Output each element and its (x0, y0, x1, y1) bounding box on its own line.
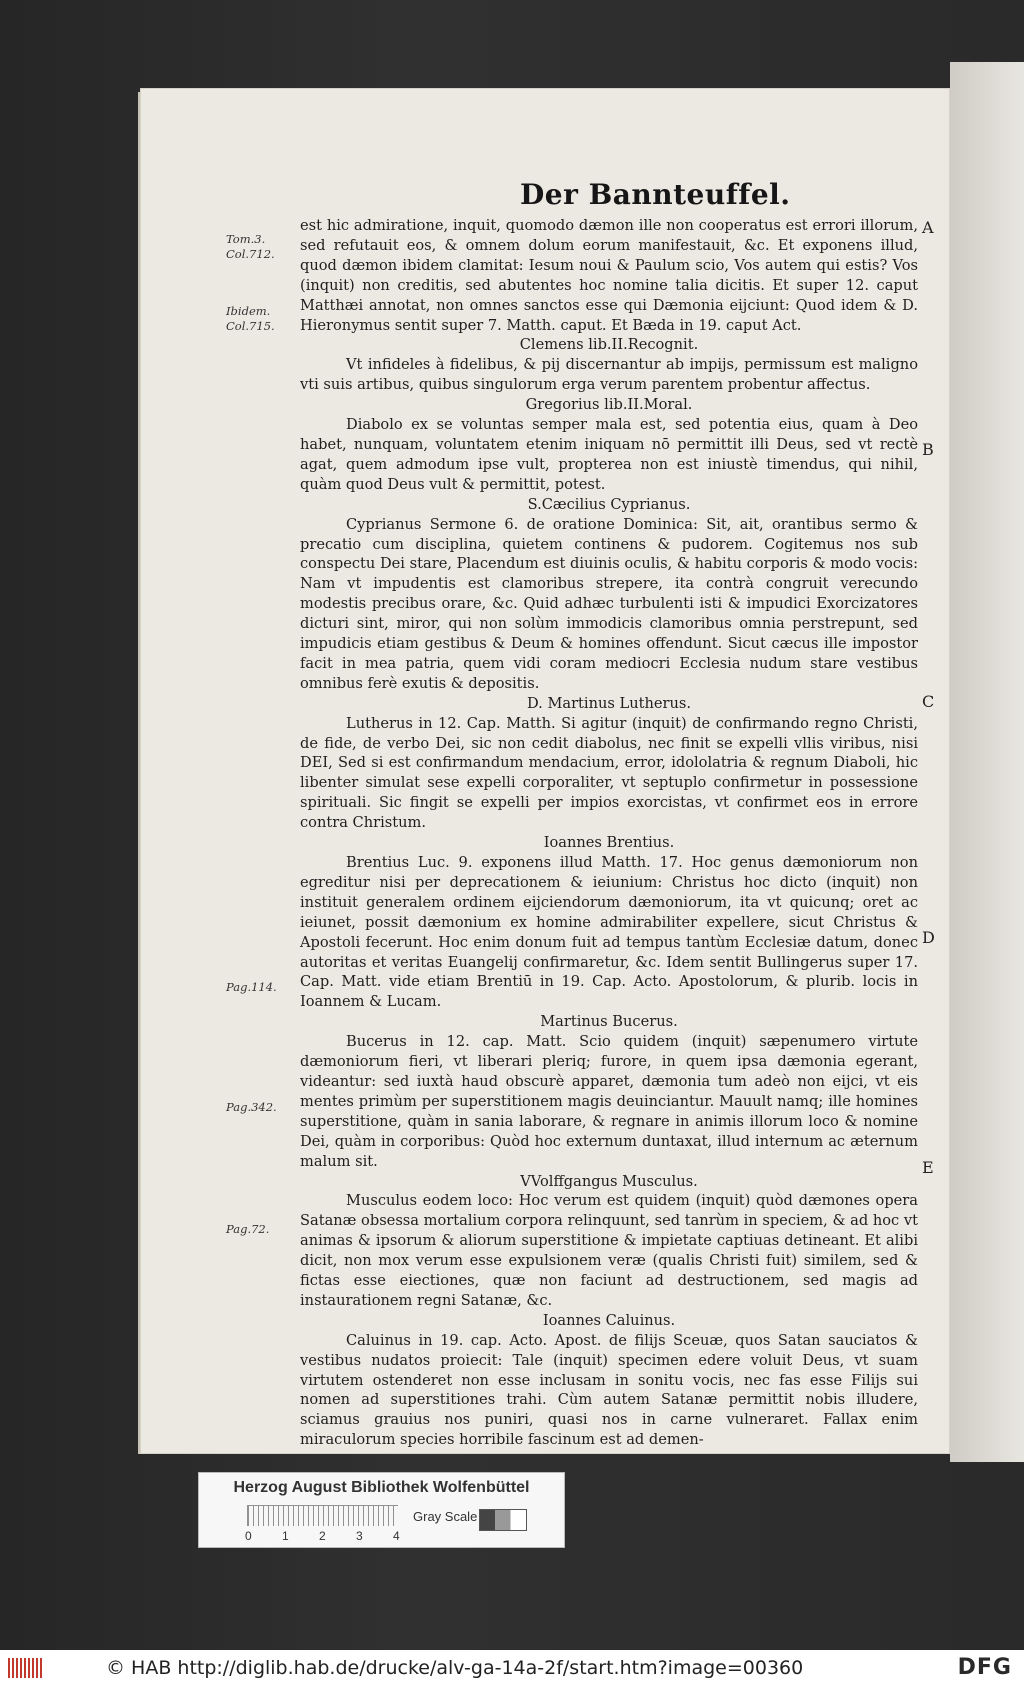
footer-bar (0, 1650, 1024, 1686)
source-url[interactable]: © HAB http://diglib.hab.de/drucke/alv-ga-14a-2f/start.htm?image=00360 (106, 1657, 804, 1679)
margin-note-3: Pag.114. (226, 980, 277, 994)
barcode-icon (8, 1658, 42, 1678)
section-heading: D. Martinus Lutherus. (526, 694, 692, 712)
paragraph: Vt infideles à fidelibus, & pij discernantur ab impijs, permissum est maligno vti suis artibus, quibus singulorum erga verum parentem probentur affectus. (300, 356, 918, 394)
section-heading: Ioannes Caluinus. (542, 1311, 676, 1329)
section-heading: Ioannes Brentius. (543, 834, 675, 852)
paragraph: Caluinus in 19. cap. Acto. Apost. de filijs Sceuæ, quos Satan sauciatos & vestibus nudatos proiecit: Tale (inquit) specimen edere voluit Deus, vt suam virtutem ostenderet non esse inclusam in sonitu vocis, nec fas esse Filijs sui nomen ad superstitiones trahi. Cùm autem Satanæ permittit nobis illudere, sciamus grauius nos puniri, quasi nos in carne vulneraret. Fallax enim miraculorum species horribile fascinum est ad demen- (300, 1331, 918, 1449)
paragraph: Brentius Luc. 9. exponens illud Matth. 17. Hoc genus dæmoniorum non egreditur nisi per deprecationem & ieiunium: Christus hoc dicto (inquit) non instituit generalem ordinem eijciendorum dæmoniorum, ita vt quicunq; oret ac ieiunet, possit dæmonium ex homine admirabiliter expellere, sicut Christus & Apostoli fecerunt. Hoc enim donum fuit ad tempus tantùm Ecclesiæ datum, donec autoritas et veritas Euangelij confirmaretur, &c. Idem sentit Bullingerus super 17. Cap. Matt. vide etiam Brentiū in 19. Cap. Acto. Apostolorum, & plurib. locis in Ioannem & Lucam. (300, 854, 918, 1011)
margin-letter-b: B (922, 440, 934, 459)
paragraph: Diabolo ex se voluntas semper mala est, sed potentia eius, quam à Deo habet, nunquam, voluntatem etenim iniquam nō permittit illi Deus, sed vt rectè agat, quem admodum ipse vult, propterea non est iniustè timendus, qui nihil, quàm quod Deus vult & permittit, potest. (300, 416, 918, 493)
ruler-number: 4 (393, 1529, 400, 1543)
section-heading: VVolffgangus Musculus. (520, 1172, 698, 1190)
margin-note-1: Tom.3. Col.712. (226, 232, 275, 261)
paragraph: Bucerus in 12. cap. Matt. Scio quidem (inquit) sæpenumero virtute dæmoniorum fieri, vt liberari pleriq; furore, in quem ipsa dæmonia egerant, videantur: sed iuxtà haud obscurè apparet, dæmonia tum adeò non eijci, vt eis mentes primùm per superstitionem magis deuinciantur. Mauult namq; ille homines superstitione, quàm in sania laborare, & regnare in animis illorum loco & nomine Dei, quàm in corporibus: Quòd hoc externum duntaxat, illud internum ac æternum malum sit. (300, 1033, 918, 1170)
library-name: Herzog August Bibliothek Wolfenbüttel (233, 1479, 530, 1496)
margin-letter-c: C (922, 692, 935, 711)
margin-note-5: Pag.72. (226, 1222, 270, 1236)
paragraph: Musculus eodem loco: Hoc verum est quidem (inquit) quòd dæmones opera Satanæ obsessa mortalium corpora relinquunt, sed tanrùm in speciem, & ad hoc vt animas & ipsorum & aliorum superstitione & impietate captiuas detineant. Et alibi dicit, non mox verum esse expulsionem veræ (qualis Christi fuit) similem, sed & fictas esse eiectiones, quæ non faciunt ad destructionem, sed magis ad instaurationem regni Satanæ, &c. (300, 1192, 918, 1309)
gray-scale-swatch (479, 1509, 527, 1531)
page-body-text (300, 216, 918, 1450)
margin-letter-d: D (922, 928, 935, 947)
margin-note-2: Ibidem. Col.715. (226, 304, 275, 333)
section-heading: Martinus Bucerus. (540, 1013, 678, 1031)
paragraph: est hic admiratione, inquit, quomodo dæmon ille non cooperatus est errori illorum, sed refutauit eos, & omnem dolum eorum manifestauit, &c. Et exponens illud, quod dæmon ibidem clamitat: Iesum noui & Paulum scio, Vos autem qui estis? Vos (inquit) non creditis, sed abutentes hoc nomine talia dicitis. Et super 12. caput Matthæi annotat, non omnes sanctos esse qui Dæmonia eijciunt: Quod idem & D. Hieronymus sentit super 7. Matth. caput. Et Bæda in 19. caput Act. (300, 217, 918, 334)
color-scale-card (198, 1472, 565, 1548)
paragraph: Cyprianus Sermone 6. de oratione Dominica: Sit, ait, orantibus sermo & precatio cum disciplina, quietem continens & pudorem. Cogitemus nos sub conspectu Dei stare, Placendum est diuinis oculis, & habitu corporis & modo vocis: Nam vt impudentis est clamoribus strepere, ita contrà congruit verecundo modestis precibus orare, &c. Quid adhæc turbulenti isti & impudici Exorcizatores dicturi sint, miror, qui non solùm immodicis clamoribus omnia perstrepunt, sed impudicis etiam gestibus & Deum & homines offendunt. Sicut cæcus ille impostor facit in mea patria, quem vidi coram mediocri Ecclesia nudum stare vestibus omnibus ferè exutis & depositis. (300, 515, 918, 692)
margin-letter-a: A (922, 218, 934, 237)
section-heading: S.Cæcilius Cyprianus. (527, 495, 691, 513)
facing-page-edge (950, 62, 1024, 1462)
ruler-number: 3 (356, 1529, 363, 1543)
ruler-scale (247, 1505, 398, 1526)
dfg-logo: DFG (957, 1655, 1012, 1680)
ruler-number: 2 (319, 1529, 326, 1543)
section-heading: Clemens lib.II.Recognit. (519, 336, 699, 354)
margin-note-4: Pag.342. (226, 1100, 277, 1114)
ruler-number: 0 (245, 1529, 252, 1543)
ruler-number: 1 (282, 1529, 289, 1543)
gray-scale-label: Gray Scale (413, 1509, 478, 1524)
paragraph: Lutherus in 12. Cap. Matth. Si agitur (inquit) de confirmando regno Christi, de fide, de verbo Dei, sic non cedit diabolus, nec finit se expelli vllis viribus, nisi DEI, Sed si est confirmandum mendacium, error, idololatria & regnum Diaboli, hic libenter simulat sese expelli corporaliter, vt septuplo confirmetur in possessione spirituali. Sic fingit se expelli per impios exorcistas, vt confirmet eos in errore contra Christum. (300, 714, 918, 832)
running-header: Der Bannteuffel. (520, 178, 791, 211)
section-heading: Gregorius lib.II.Moral. (525, 396, 693, 414)
margin-letter-e: E (922, 1158, 934, 1177)
